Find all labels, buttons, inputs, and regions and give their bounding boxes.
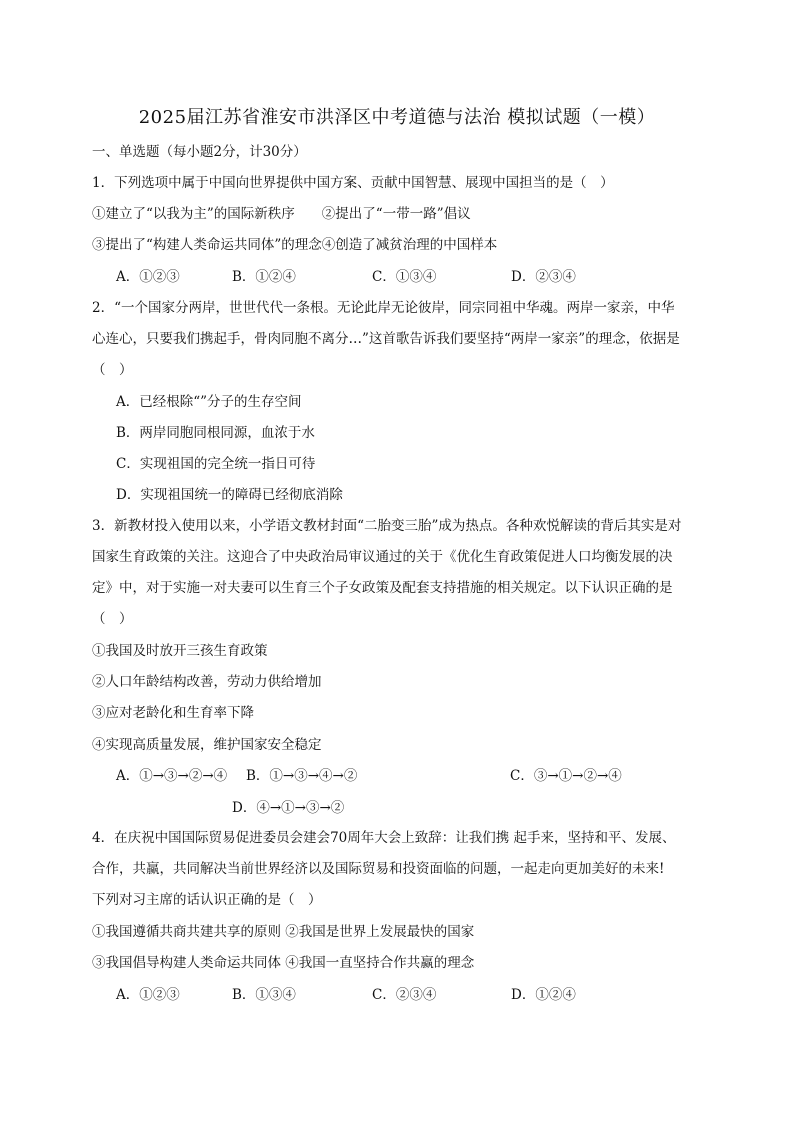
question-4-option-c: C．②③④	[372, 987, 437, 1003]
question-1-statement: ①建立了“以我为主”的国际新秩序 ②提出了“一带一路”倡议	[92, 206, 471, 222]
question-1-option-b: B．①②④	[232, 269, 296, 285]
question-3-stem: （ ）	[92, 611, 133, 627]
question-3-stem: 国家生育政策的关注。这迎合了中央政治局审议通过的关于《优化生育政策促进人口均衡发展的决	[92, 549, 673, 565]
question-2-option-b: B．两岸同胞同根同源，血浓于水	[116, 425, 315, 441]
question-3-stem: 定》中，对于实施一对夫妻可以生育三个子女政策及配套支持措施的相关规定。以下认识正确的是	[92, 580, 673, 596]
question-2-option-a: A．已经根除“”分子的生存空间	[116, 394, 302, 410]
question-4-stem: 合作，共赢，共同解决当前世界经济以及国际贸易和投资面临的问题，一起走向更加美好的未来!	[92, 861, 665, 877]
question-3-statement: ③应对老龄化和生育率下降	[92, 705, 254, 721]
question-2-stem: （ ）	[92, 362, 133, 378]
question-3-option-b: B．①→③→④→②	[246, 768, 358, 784]
question-1-statement: ③提出了“构建人类命运共同体”的理念④创造了减贫治理的中国样本	[92, 237, 498, 253]
question-3-option-d: D．④→①→③→②	[232, 800, 345, 816]
section-heading: 一、单选题（每小题2分，计30分）	[92, 144, 307, 160]
question-4-option-a: A．①②③	[116, 987, 180, 1003]
question-3-stem: 3．新教材投入使用以来，小学语文教材封面“二胎变三胎”成为热点。各种欢悦解读的背后其实是对	[92, 518, 682, 534]
question-4-statement: ①我国遵循共商共建共享的原则 ②我国是世界上发展最快的国家	[92, 924, 475, 940]
question-4-stem: 4．在庆祝中国国际贸易促进委员会建会70周年大会上致辞：让我们携 起手来，坚持和平、发展、	[92, 830, 676, 846]
question-3-statement: ②人口年龄结构改善，劳动力供给增加	[92, 674, 322, 690]
question-1-option-d: D．②③④	[511, 269, 576, 285]
question-4-option-d: D．①②④	[511, 987, 576, 1003]
question-3-statement: ④实现高质量发展，维护国家安全稳定	[92, 737, 322, 753]
question-4-option-b: B．①③④	[232, 987, 296, 1003]
question-3-option-a: A．①→③→②→④	[116, 768, 228, 784]
question-2-stem: 2．“一个国家分两岸，世世代代一条根。无论此岸无论彼岸，同宗同祖中华魂。两岸一家亲，中华	[92, 300, 675, 316]
question-1-option-a: A．①②③	[116, 269, 180, 285]
question-1-stem: 1．下列选项中属于中国向世界提供中国方案、贡献中国智慧、展现中国担当的是（ ）	[92, 175, 614, 191]
question-3-option-c: C．③→①→②→④	[510, 768, 622, 784]
question-2-option-d: D．实现祖国统一的障碍已经彻底消除	[116, 487, 343, 503]
question-3-statement: ①我国及时放开三孩生育政策	[92, 643, 268, 659]
question-1-option-c: C．①③④	[372, 269, 437, 285]
question-2-stem: 心连心，只要我们携起手，骨肉同胞不离分…”这首歌告诉我们要坚持“两岸一家亲”的理念，依据是	[92, 331, 680, 347]
question-4-stem: 下列对习主席的话认识正确的是（ ）	[92, 892, 322, 908]
question-2-option-c: C．实现祖国的完全统一指日可待	[116, 456, 316, 472]
page-title: 2025届江苏省淮安市洪泽区中考道德与法治 模拟试题（一模）	[138, 107, 656, 128]
question-4-statement: ③我国倡导构建人类命运共同体 ④我国一直坚持合作共赢的理念	[92, 955, 475, 971]
